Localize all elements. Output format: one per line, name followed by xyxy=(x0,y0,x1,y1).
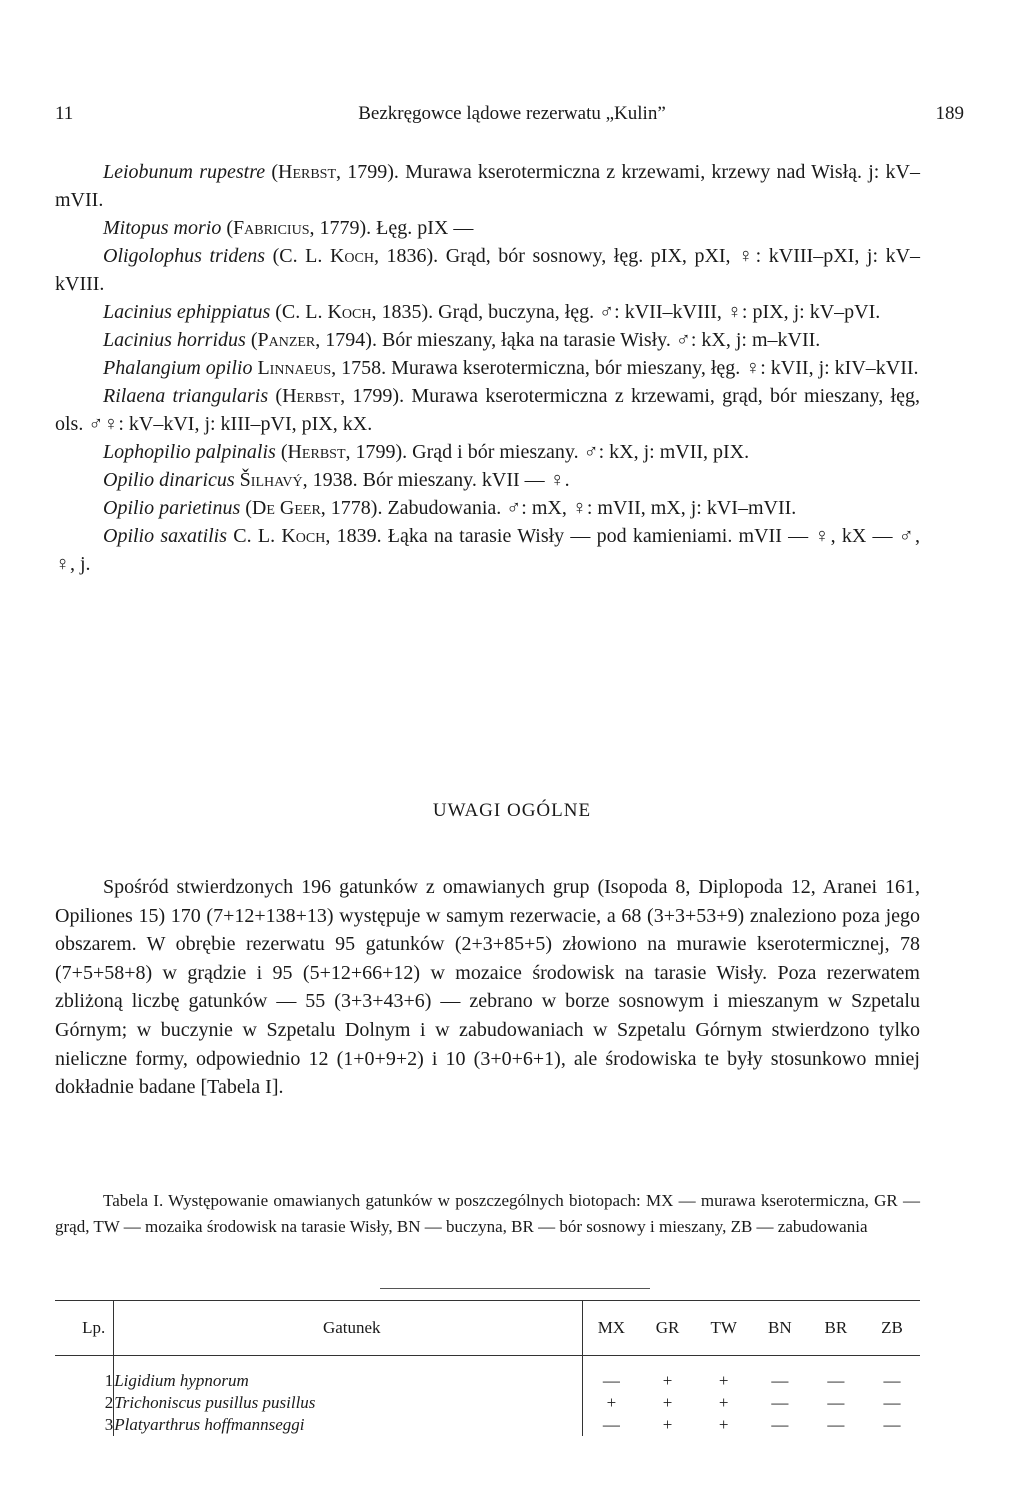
species-entry: Leiobunum rupestre (Herbst, 1799). Murawa kserotermiczna z krzewami, krzewy nad Wisłą. j: kV–mVII. xyxy=(55,161,920,211)
table-row xyxy=(55,1392,920,1414)
cell-br: — xyxy=(827,1415,845,1434)
cell-zb: — xyxy=(883,1393,901,1412)
cell-gr: + xyxy=(662,1371,673,1390)
species-name: Opilio parietinus xyxy=(103,497,241,519)
cell-zb: — xyxy=(883,1415,901,1434)
species-author: Herbst xyxy=(287,441,346,463)
species-text: , 1799). Grąd i bór mieszany. ♂: kX, j: mVII, pIX. xyxy=(345,441,750,463)
cell-br: — xyxy=(827,1393,845,1412)
species-author: Herbst xyxy=(282,385,341,407)
cell-species: Trichoniscus pusillus pusillus xyxy=(114,1392,583,1414)
species-author: C. L. Koch xyxy=(233,525,326,547)
column-header-tw: TW xyxy=(696,1301,752,1356)
cell-mx: + xyxy=(606,1393,617,1412)
cell-mx: — xyxy=(602,1415,620,1434)
cell-mx: — xyxy=(602,1371,620,1390)
species-name: Oligolophus tridens xyxy=(103,245,266,267)
species-text: , 1835). Grąd, buczyna, łęg. ♂: kVII–kVIII, ♀: pIX, j: kV–pVI. xyxy=(371,301,881,323)
species-author: Herbst xyxy=(278,161,337,183)
species-entry xyxy=(55,522,920,578)
cell-species: Platyarthrus hoffmannseggi xyxy=(114,1414,583,1436)
table-row xyxy=(55,1356,920,1393)
species-text: , 1794). Bór mieszany, łąka na tarasie Wisły. ♂: kX, j: m–kVII. xyxy=(315,329,821,351)
species-name: Mitopus morio xyxy=(103,217,222,239)
species-name: Lacinius ephippiatus xyxy=(103,301,271,323)
species-entry: Lacinius horridus (Panzer, 1794). Bór mieszany, łąka na tarasie Wisły. ♂: kX, j: m–kVII. xyxy=(103,329,821,351)
species-text: , 1799). Murawa kserotermiczna z krzewami, krzewy nad Wisłą. j: kV–mVII. xyxy=(55,161,920,211)
column-header-lp: Lp. xyxy=(55,1301,114,1356)
species-entry: Lophopilio palpinalis (Herbst, 1799). Grąd i bór mieszany. ♂: kX, j: mVII, pIX. xyxy=(103,441,750,463)
species-text: , 1839. Łąka na tarasie Wisły — pod kamieniami. mVII — ♀, kX — ♂, ♀, j. xyxy=(55,525,921,575)
species-text: , 1836). Grąd, bór sosnowy, łęg. pIX, pXI, ♀: kVIII–pXI, j: kV–kVIII. xyxy=(55,245,921,295)
cell-gr: + xyxy=(662,1393,673,1412)
cell-tw: + xyxy=(718,1415,729,1434)
species-entry xyxy=(55,466,920,494)
species-text: , 1938. Bór mieszany. kVII — ♀. xyxy=(302,469,570,491)
caption-divider xyxy=(380,1288,650,1289)
table-row xyxy=(55,1414,920,1436)
species-text: , 1758. Murawa kserotermiczna, bór mieszany, łęg. ♀: kVII, j: kIV–kVII. xyxy=(331,357,919,379)
column-header-br: BR xyxy=(808,1301,864,1356)
species-entry: Mitopus morio (Fabricius, 1779). Łęg. pIX — xyxy=(103,217,474,239)
cell-bn: — xyxy=(771,1393,789,1412)
cell-br: — xyxy=(827,1371,845,1390)
cell-zb: — xyxy=(883,1371,901,1390)
column-header-mx: MX xyxy=(583,1301,640,1356)
species-name: Lophopilio palpinalis xyxy=(103,441,276,463)
species-entry xyxy=(55,354,920,382)
biotope-table xyxy=(55,1300,920,1436)
species-author: De Geer xyxy=(251,497,321,519)
species-entry: Opilio parietinus (De Geer, 1778). Zabudowania. ♂: mX, ♀: mVII, mX, j: kVI–mVII. xyxy=(103,497,797,519)
column-header-gatunek: Gatunek xyxy=(114,1301,583,1356)
page-number: 189 xyxy=(935,103,964,124)
species-author: C. L. Koch xyxy=(279,245,374,267)
species-entry: Lacinius ephippiatus (C. L. Koch, 1835). Grąd, buczyna, łęg. ♂: kVII–kVIII, ♀: pIX, j: kV–pVI. xyxy=(103,301,881,323)
species-text: , 1799). Murawa kserotermiczna z krzewami, grąd, bór mieszany, łęg, ols. ♂♀: kV–kVI, j: kIII–pVI, pIX, kX. xyxy=(55,385,920,435)
cell-bn: — xyxy=(771,1371,789,1390)
table-caption: Tabela I. Występowanie omawianych gatunków w poszczególnych biotopach: MX — murawa kserotermiczna, GR — grąd, TW — mozaika środowisk na tarasie Wisły, BN — buczyna, BR — bór sosnowy i mieszany, ZB — zabudowania xyxy=(55,1191,920,1236)
running-title: Bezkręgowce lądowe rezerwatu „Kulin” xyxy=(358,103,666,124)
species-author: C. L. Koch xyxy=(281,301,372,323)
species-text: , 1779). Łęg. pIX — xyxy=(309,217,474,239)
species-text: , 1778). Zabudowania. ♂: mX, ♀: mVII, mX, j: kVI–mVII. xyxy=(320,497,797,519)
cell-lp: 2 xyxy=(55,1392,114,1414)
species-name: Phalangium opilio xyxy=(103,357,253,379)
cell-gr: + xyxy=(662,1415,673,1434)
species-name: Opilio dinaricus xyxy=(103,469,235,491)
species-author: Fabricius xyxy=(233,217,310,239)
cell-tw: + xyxy=(718,1371,729,1390)
column-header-zb: ZB xyxy=(864,1301,920,1356)
table-header-row xyxy=(55,1301,920,1356)
species-name: Rilaena triangularis xyxy=(103,385,269,407)
species-name: Lacinius horridus xyxy=(103,329,246,351)
cell-species: Ligidium hypnorum xyxy=(114,1356,583,1393)
species-entry: Oligolophus tridens (C. L. Koch, 1836). Grąd, bór sosnowy, łęg. pIX, pXI, ♀: kVIII–pXI, j: kV–kVIII. xyxy=(55,245,921,295)
cell-lp: 1 xyxy=(55,1356,114,1393)
cell-lp: 3 xyxy=(55,1414,114,1436)
general-remarks-paragraph: Spośród stwierdzonych 196 gatunków z omawianych grup (Isopoda 8, Diplopoda 12, Aranei 161, Opiliones 15) 170 (7+12+138+13) występuje w samym rezerwacie, a 68 (3+3+53+9) znaleziono poza jego obszarem. W obrębie rezerwatu 95 gatunków (2+3+85+5) złowiono na murawie kserotermicznej, 78 (7+5+58+8) w grądzie i 95 (5+12+66+12) w mozaice środowisk na tarasie Wisły. Poza rezerwatem zbliżoną liczbę gatunków — 55 (3+3+43+6) — zebrano w borze sosnowym i mieszanym w Szpetalu Górnym; w buczynie w Szpetalu Dolnym i w zabudowaniach w Szpetalu Górnym stwierdzono tylko nieliczne formy, odpowiednio 12 (1+0+9+2) i 10 (3+0+6+1), ale środowiska te były stosunkowo mniej dokładnie badane [Tabela I]. xyxy=(55,876,920,1099)
species-name: Opilio saxatilis xyxy=(103,525,228,547)
species-author: Šilhavý xyxy=(239,469,303,491)
column-header-bn: BN xyxy=(752,1301,808,1356)
species-name: Leiobunum rupestre xyxy=(103,161,266,183)
column-header-gr: GR xyxy=(640,1301,696,1356)
species-entry: Rilaena triangularis (Herbst, 1799). Murawa kserotermiczna z krzewami, grąd, bór mieszany, łęg, ols. ♂♀: kV–kVI, j: kIII–pVI, pIX, kX. xyxy=(55,385,920,435)
species-entries xyxy=(55,158,920,578)
species-author: Panzer xyxy=(257,329,316,351)
species-author: Linnaeus xyxy=(257,357,332,379)
page-header-left: 11 xyxy=(55,103,74,124)
cell-tw: + xyxy=(718,1393,729,1412)
cell-bn: — xyxy=(771,1415,789,1434)
section-title: UWAGI OGÓLNE xyxy=(432,800,592,821)
